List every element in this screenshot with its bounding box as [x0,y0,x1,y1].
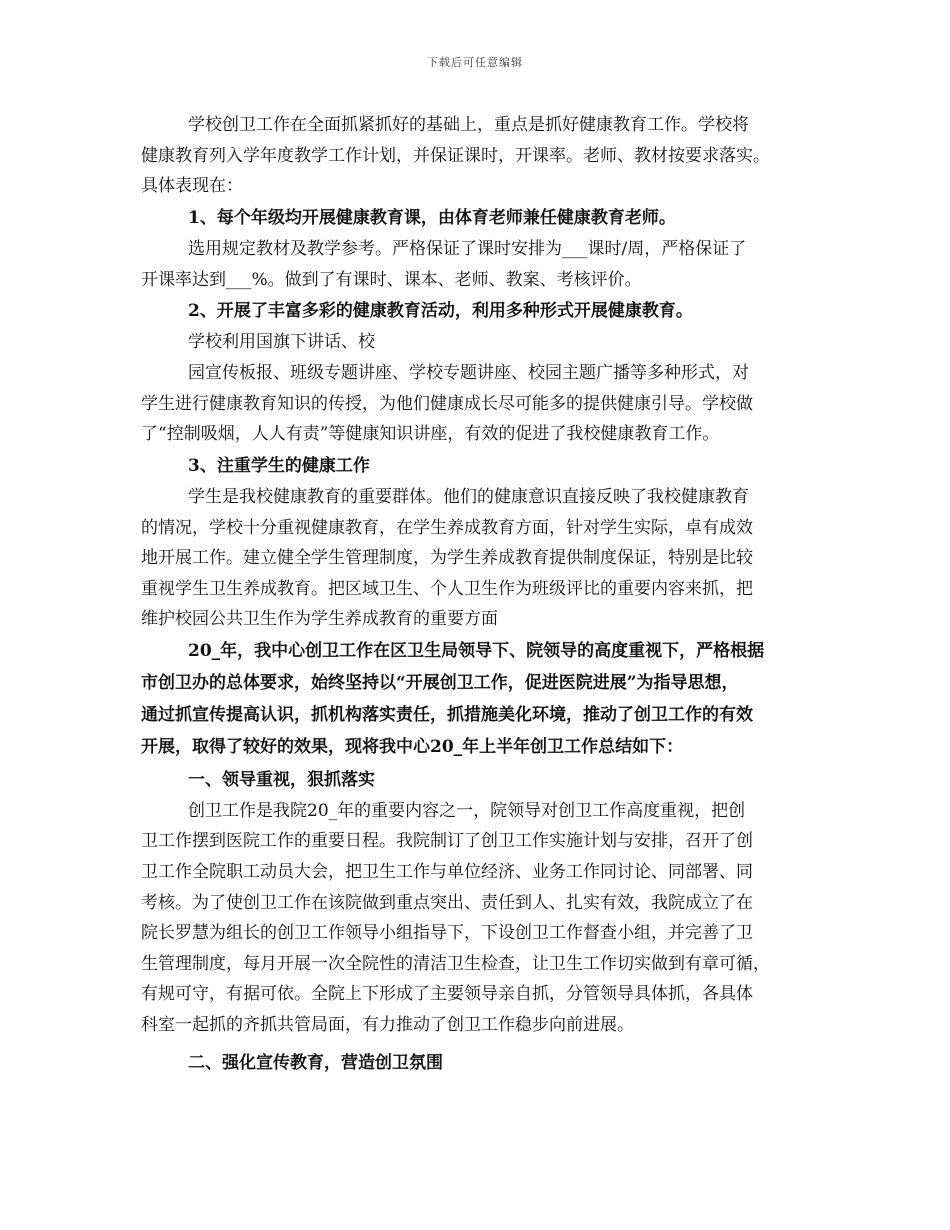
heading-line: 3、注重学生的健康工作 [188,455,370,476]
document-body [141,110,826,1079]
text-line: 地开展工作。建立健全学生管理制度，为学生养成教育提供制度保证，特别是比较 [141,548,753,569]
text-line: 选用规定教材及教学参考。严格保证了课时安排为___课时/周，严格保证了 [188,238,747,259]
text-line: 开课率达到___%。做到了有课时、课本、老师、教案、考核评价。 [141,269,642,290]
heading-line: 通过抓宣传提高认识，抓机构落实责任，抓措施美化环境，推动了创卫工作的有效 [141,705,753,726]
text-line: 学校创卫工作在全面抓紧抓好的基础上，重点是抓好健康教育工作。学校将 [188,115,749,135]
heading-line: 2、开展了丰富多彩的健康教育活动，利用多种形式开展健康教育。 [188,301,693,322]
heading-line: 一、领导重视，狠抓落实 [188,769,375,790]
text-line: 园宣传板报、班级专题讲座、学校专题讲座、校园主题广播等多种形式，对 [188,362,749,383]
text-line: 健康教育列入学年度教学工作计划，并保证课时，开课率。老师、教材按要求落实。 [141,145,770,166]
text-line: 生管理制度，每月开展一次全院性的清洁卫生检查，让卫生工作切实做到有章可循， [141,953,770,974]
heading-line: 市创卫办的总体要求，始终坚持以“开展创卫工作，促进医院进展”为指导思想， [141,673,739,694]
text-line: 具体表现在： [141,176,243,197]
page-header: 下载后可任意编辑 [427,56,523,69]
heading-line: 开展，取得了较好的效果，现将我中心20_年上半年创卫工作总结如下： [141,737,684,758]
text-line: 重视学生卫生养成教育。把区域卫生、个人卫生作为班级评比的重要内容来抓，把 [141,578,753,599]
text-line: 卫工作摆到医院工作的重要日程。我院制订了创卫工作实施计划与安排，召开了创 [141,831,753,852]
text-line: 学生进行健康教育知识的传授，为他们健康成长尽可能多的提供健康引导。学校做 [141,393,753,414]
heading-line: 二、强化宣传教育，营造创卫氛围 [188,1052,443,1073]
text-line: 维护校园公共卫生作为学生养成教育的重要方面 [141,609,498,630]
text-line: 考核。为了使创卫工作在该院做到重点突出、责任到人、扎实有效，我院成立了在 [141,892,753,913]
text-line: 了“控制吸烟，人人有责”等健康知识讲座，有效的促进了我校健康教育工作。 [141,424,720,445]
text-line: 的情况，学校十分重视健康教育，在学生养成教育方面，针对学生实际，卓有成效 [141,517,753,538]
text-line: 院长罗慧为组长的创卫工作领导小组指导下，下设创卫工作督查小组，并完善了卫 [141,923,753,944]
text-line: 学生是我校健康教育的重要群体。他们的健康意识直接反映了我校健康教育 [188,486,749,507]
heading-line: 1、每个年级均开展健康教育课，由体育老师兼任健康教育老师。 [188,207,676,228]
text-line: 卫工作全院职工动员大会，把卫生工作与单位经济、业务工作同讨论、同部署、同 [141,862,753,882]
text-line: 有规可守，有据可依。全院上下形成了主要领导亲自抓，分管领导具体抓，各具体 [141,984,753,1005]
heading-line: 20_年，我中心创卫工作在区卫生局领导下、院领导的高度重视下，严格根据 [188,640,765,661]
text-line: 创卫工作是我院20_年的重要内容之一，院领导对创卫工作高度重视，把创 [188,800,746,821]
text-line: 学校利用国旗下讲话、校 [188,332,375,353]
text-line: 科室一起抓的齐抓共管局面，有力推动了创卫工作稳步向前进展。 [141,1014,634,1035]
